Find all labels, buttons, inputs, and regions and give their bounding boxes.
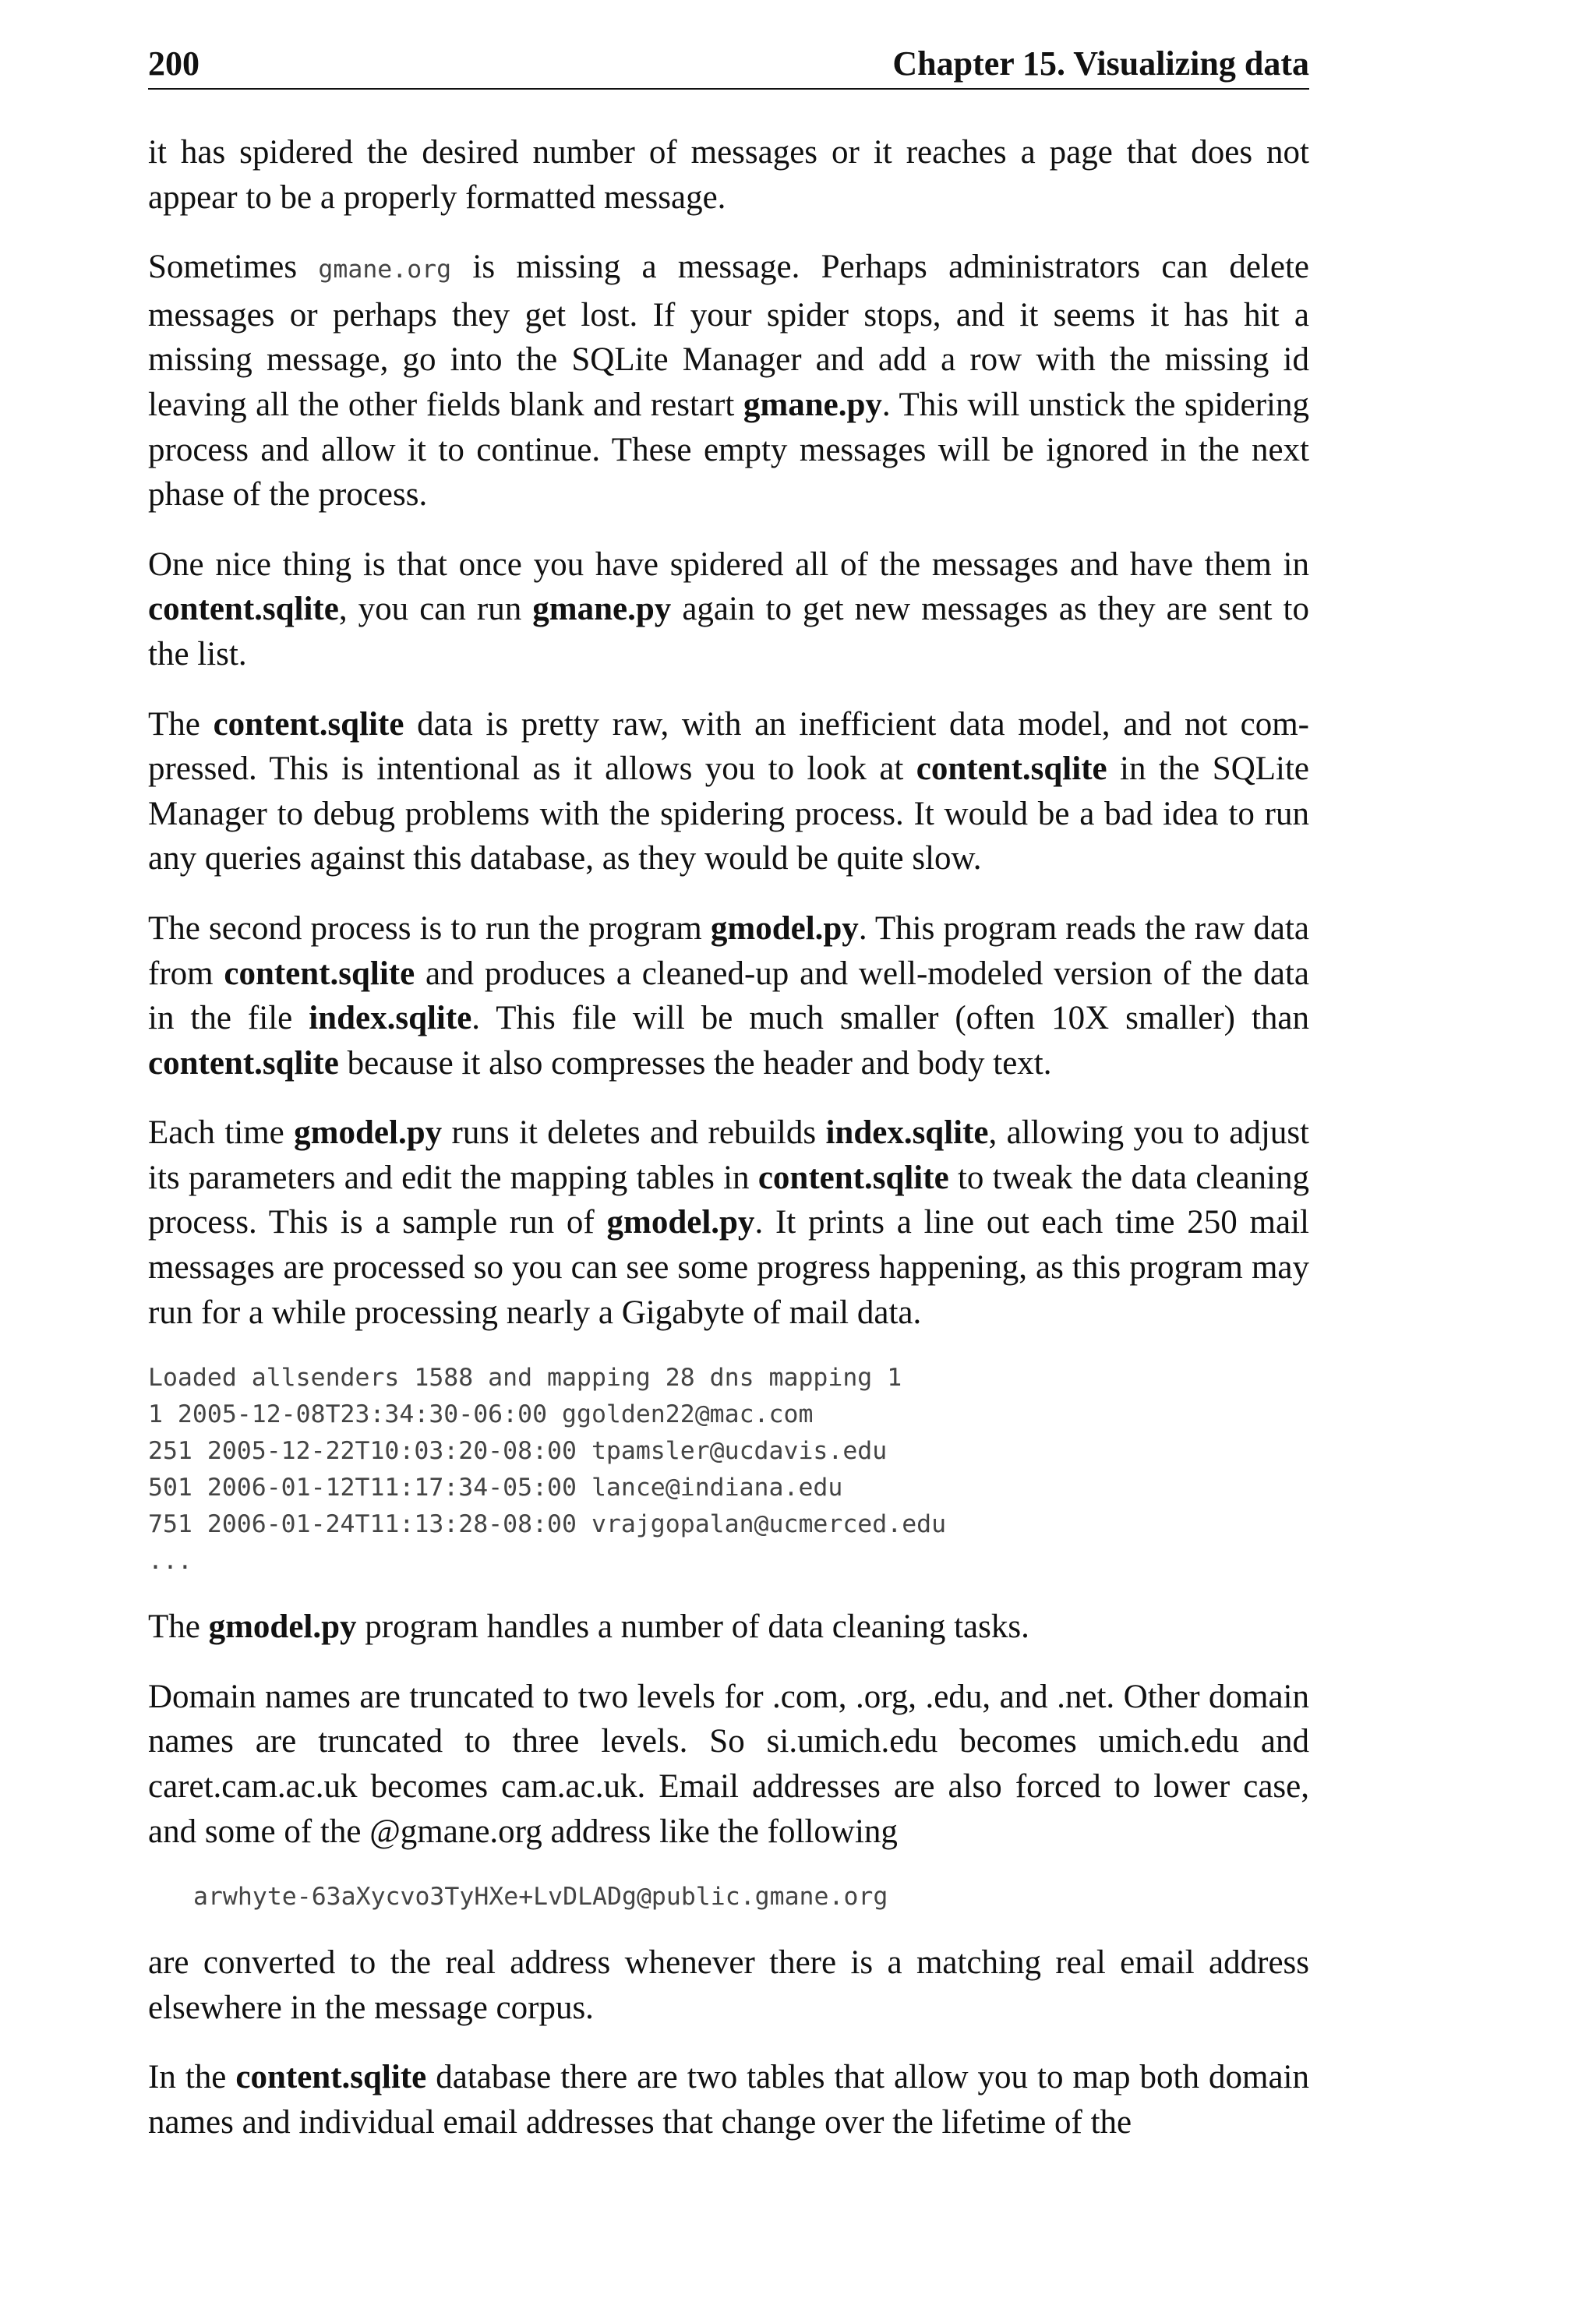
- filename: index.sqlite: [309, 1000, 472, 1037]
- paragraph-8: Domain names are truncated to two levels for .com, .org, .edu, and .net. Other domain names are truncated to three levels. So si.umich.edu becomes umich.edu and caret.cam.ac.uk becomes cam.ac.uk. Email addresses are also forced to lower case, and some of the @gmane.org address like the following: [148, 1678, 1309, 1850]
- code-address-block: [148, 1879, 1309, 1915]
- filename: content.sqlite: [757, 1159, 949, 1196]
- paragraph-10: In the content.sqlite database there are two tables that allow you to map both domain names and individual email addresses that change over the lifetime of the: [148, 2059, 1309, 2141]
- code-line: arwhyte-63aXycvo3TyHXe+LvDLADg@public.gmane.org: [193, 1883, 888, 1912]
- filename: gmodel.py: [294, 1114, 443, 1152]
- filename: content.sqlite: [235, 2059, 427, 2096]
- code-output-block: [148, 1360, 1309, 1580]
- code-line: Loaded allsenders 1588 and mapping 28 dns mapping 1: [148, 1364, 902, 1393]
- filename: gmane.py: [743, 386, 882, 423]
- paragraph-2: Sometimes gmane.org is missing a message. Perhaps administrators can delete messages or perhaps they get lost. If your spider stops, and it seems it has hit a missing message, go into the SQLite Manager and add a row with the missing id leaving all the other fields blank and restart gmane.py. This will unstick the spidering process and allow it to continue. These empty messages will be ignored in the next phase of the process.: [148, 249, 1310, 514]
- chapter-title: Chapter 15. Visualizing data: [892, 44, 1309, 83]
- inline-code: gmane.org: [318, 256, 452, 284]
- filename: gmane.py: [532, 591, 672, 628]
- filename: content.sqlite: [213, 705, 404, 743]
- filename: gmodel.py: [606, 1204, 755, 1241]
- code-line: 251 2005-12-22T10:03:20-08:00 tpamsler@ucdavis.edu: [148, 1437, 888, 1466]
- paragraph-9: are converted to the real address whenever there is a matching real email address elsewhere in the message corpus.: [148, 1944, 1309, 2026]
- paragraph-1: it has spidered the desired number of messages or it reaches a page that does not appear to be a properly formatted message.: [148, 134, 1309, 216]
- paragraph-3: One nice thing is that once you have spidered all of the messages and have them in content.sqlite, you can run gmane.py again to get new messages as they are sent to the list.: [148, 545, 1309, 673]
- code-line: 751 2006-01-24T11:13:28-08:00 vrajgopalan@ucmerced.edu: [148, 1510, 947, 1539]
- filename: content.sqlite: [916, 750, 1107, 788]
- filename: content.sqlite: [148, 1044, 339, 1082]
- filename: content.sqlite: [148, 591, 339, 628]
- filename: content.sqlite: [224, 955, 415, 992]
- filename: gmodel.py: [710, 909, 859, 947]
- paragraph-7: The gmodel.py program handles a number of data cleaning tasks.: [148, 1608, 1029, 1646]
- code-line: ...: [148, 1547, 192, 1576]
- book-page: [148, 43, 1309, 2170]
- code-line: 1 2005-12-08T23:34:30-06:00 ggolden22@mac.com: [148, 1400, 814, 1429]
- filename: gmodel.py: [208, 1608, 357, 1646]
- body-text: [148, 130, 1309, 2145]
- paragraph-5: The second process is to run the program gmodel.py. This program reads the raw data from content.sqlite and produces a cleaned-up and well-modeled version of the data in the file index.sqlite. This file will be much smaller (often 10X smaller) than content.sqlite because it also compresses the header and body text.: [148, 909, 1309, 1082]
- filename: index.sqlite: [825, 1114, 989, 1152]
- paragraph-4: The content.sqlite data is pretty raw, with an inefficient data model, and not com-pressed. This is intentional as it allows you to look at content.sqlite in the SQLite Manager to debug problems with the spidering process. It would be a bad idea to run any queries against this database, as they would be quite slow.: [148, 705, 1309, 877]
- running-header: [148, 43, 1309, 90]
- code-line: 501 2006-01-12T11:17:34-05:00 lance@indiana.edu: [148, 1474, 843, 1502]
- page-number: 200: [148, 44, 200, 83]
- paragraph-6: Each time gmodel.py runs it deletes and rebuilds index.sqlite, allowing you to adjust its parameters and edit the mapping tables in content.sqlite to tweak the data cleaning process. This is a sample run of gmodel.py. It prints a line out each time 250 mail messages are processed so you can see some progress happening, as this program may run for a while processing nearly a Gigabyte of mail data.: [148, 1114, 1310, 1331]
